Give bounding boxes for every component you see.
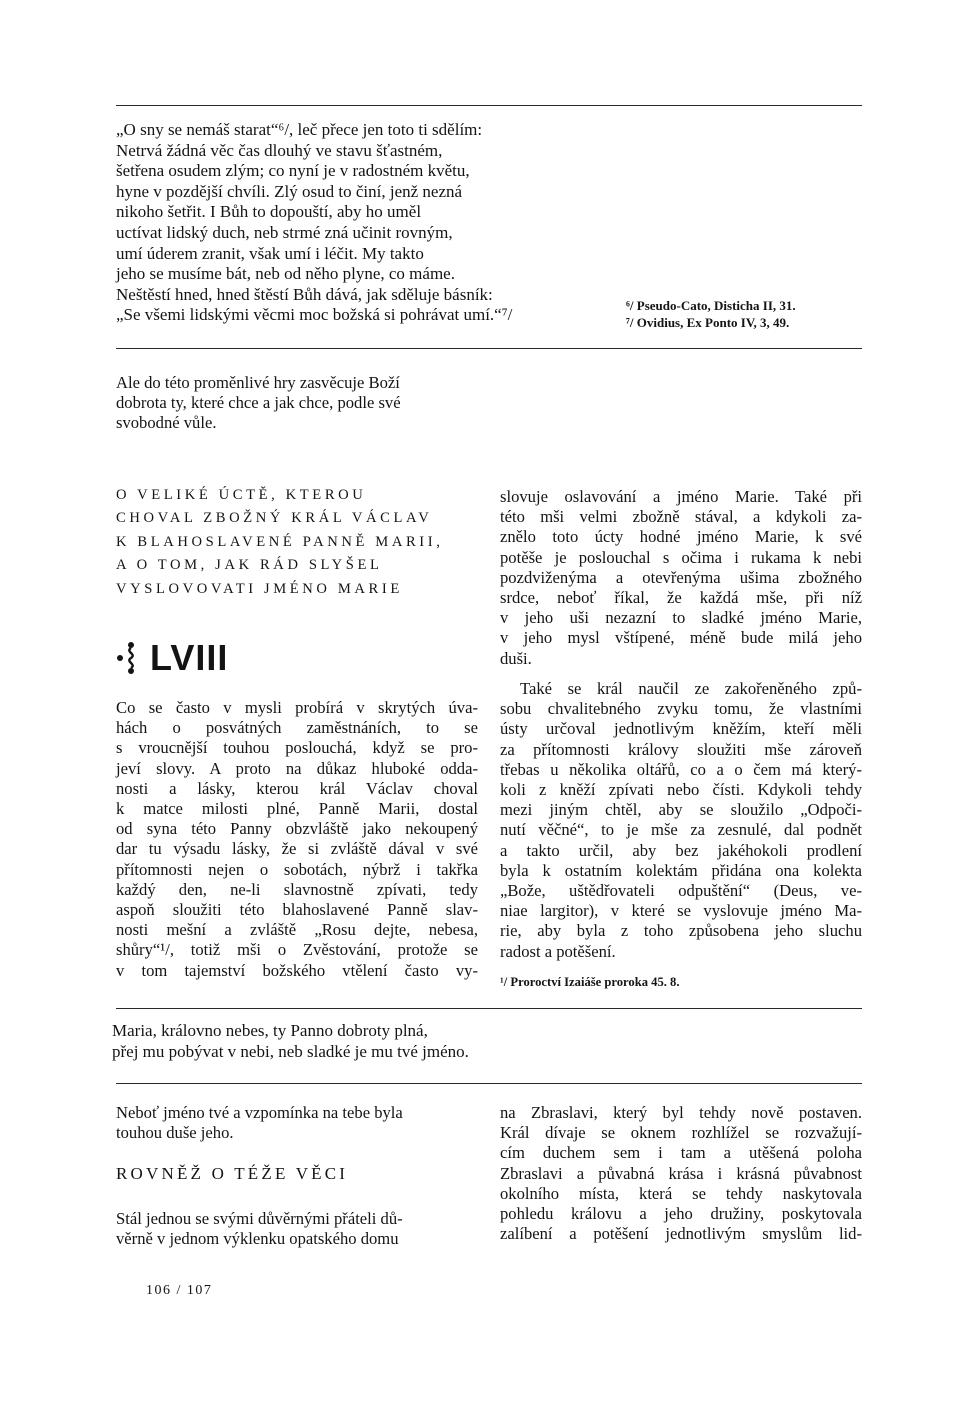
text-line: věrně v jednom výklenku opatského domu bbox=[116, 1229, 399, 1249]
verse-line: „O sny se nemáš starat“⁶/, leč přece jen toto ti sdělím: bbox=[116, 120, 483, 139]
heading-line: VYSLOVOVATI JMÉNO MARIE bbox=[116, 580, 403, 597]
verse-line: umí úderem zranit, však umí i léčit. My takto bbox=[116, 243, 424, 263]
text-line: Zbraslavi a půvabná krása i krásná půvabnost bbox=[500, 1163, 862, 1183]
text-line: jeví slovy. A proto na důkaz hluboké odda- bbox=[116, 758, 478, 778]
text-line: s vroucnější touhou poslouchá, když se pro- bbox=[116, 738, 478, 758]
text-line: mezi jiným chtěl, aby se sloužilo „Odpoči- bbox=[500, 800, 862, 820]
text-line: Stál jednou se svými důvěrnými přáteli dů- bbox=[116, 1209, 403, 1228]
bottom-right-column bbox=[500, 1103, 862, 1244]
footnote-right-column: ¹/ Proroctví Izaiáše proroka 45. 8. bbox=[500, 975, 680, 989]
verse-line: šetřena osudem zlým; co nyní je v radostném květu, bbox=[116, 161, 470, 181]
text-line: hách o posvátných zaměstnáních, to se bbox=[116, 718, 478, 738]
chapter-number: LVIII bbox=[150, 637, 229, 678]
text-line: Neboť jméno tvé a vzpomínka na tebe byla bbox=[116, 1103, 403, 1122]
text-line: slovuje oslavování a jméno Marie. Také při bbox=[500, 487, 862, 506]
verse-line: jeho se musíme bát, neb od něho plyne, co máme. bbox=[116, 264, 455, 284]
right-column-para2 bbox=[500, 679, 862, 962]
text-line: koli z kněží zpívati nebo čísti. Kdykoli tehdy bbox=[500, 780, 862, 800]
section-rule bbox=[116, 1008, 862, 1009]
text-line: nosti mešní a zvláště „Rosu dejte, nebesa, bbox=[116, 920, 478, 940]
text-line: svobodné vůle. bbox=[116, 413, 217, 433]
text-line: okolního místa, která se tehdy naskytovala bbox=[500, 1183, 862, 1203]
text-line: nutí věčné“, to je mše za zesnulé, dal podnět bbox=[500, 820, 862, 840]
text-line: byla k ostatním kolektám přidána ona kolekta bbox=[500, 860, 862, 880]
text-line: Také se král naučil ze zakořeněného způ- bbox=[520, 679, 862, 698]
text-line: v jeho uši nezazní to sladké jméno Marie, bbox=[500, 608, 862, 628]
heading-line: CHOVAL ZBOŽNÝ KRÁL VÁCLAV bbox=[116, 510, 433, 527]
text-line: touhou duše jeho. bbox=[116, 1123, 234, 1143]
top-rule bbox=[116, 105, 862, 106]
verse-mid bbox=[112, 1021, 469, 1062]
text-line: této mši velmi zbožně stával, a kdykoli za- bbox=[500, 507, 862, 527]
left-column bbox=[116, 698, 478, 981]
text-line: pozdviženýma a otevřenýma ušima zbožného bbox=[500, 567, 862, 587]
text-line: k matce milosti plné, Panně Marii, dostal bbox=[116, 799, 478, 819]
bottom-left-para2 bbox=[116, 1209, 403, 1249]
text-line: potěše je poslouchal s očima i rukama k nebi bbox=[500, 547, 862, 567]
verse-line: Neštěstí hned, hned štěstí Bůh dává, jak sděluje básník: bbox=[116, 284, 493, 304]
text-line: radost a potěšení. bbox=[500, 941, 616, 961]
heading-line: O VELIKÉ ÚCTĚ, KTEROU bbox=[116, 487, 367, 503]
text-line: „Bože, uštědřovateli odpuštění“ (Deus, ve- bbox=[500, 881, 862, 901]
section-rule bbox=[116, 1083, 862, 1084]
text-line: ústy určoval jednotlivým kněžím, kteří měli bbox=[500, 719, 862, 739]
ornament-icon bbox=[116, 636, 140, 680]
text-line: rie, aby byla z toho způsobena jeho sluchu bbox=[500, 921, 862, 941]
bottom-left-para1 bbox=[116, 1103, 403, 1143]
text-line: zalíbení a potěšení jednotlivým smyslům lid- bbox=[500, 1224, 862, 1244]
verse-line: hyne v pozdější chvíli. Zlý osud to činí, jenž nezná bbox=[116, 181, 463, 201]
text-line: od syna této Panny obzvláště jako nekoupený bbox=[116, 819, 478, 839]
text-line: přítomnosti nejen o sobotách, nýbrž i takřka bbox=[116, 859, 478, 879]
verse-line: nikoho šetřit. I Bůh to dopouští, aby ho uměl bbox=[116, 202, 422, 222]
verse-line: přej mu pobývat v nebi, neb sladké je mu tvé jméno. bbox=[112, 1041, 469, 1061]
text-line: na Zbraslavi, který byl tehdy nově postaven. bbox=[500, 1103, 862, 1122]
verse-line: Maria, královno nebes, ty Panno dobroty plná, bbox=[112, 1021, 428, 1040]
intro-paragraph bbox=[116, 373, 401, 434]
page-number: 106 / 107 bbox=[146, 1283, 213, 1298]
subheading: ROVNĚŽ O TÉŽE VĚCI bbox=[116, 1164, 349, 1183]
verse-line: Netrvá žádná věc čas dlouhý ve stavu šťastném, bbox=[116, 140, 443, 160]
text-line: každý den, ne-li slavnostně zpívati, tedy bbox=[116, 879, 478, 899]
text-line: niae largitor), v které se vyslovuje jméno Ma- bbox=[500, 901, 862, 921]
text-line: pohledu královu a jeho družiny, poskytovala bbox=[500, 1204, 862, 1224]
text-line: třebas u několika oltářů, co a o čem má který- bbox=[500, 759, 862, 779]
text-line: shůry“¹/, totiž mši o Zvěstování, protože se bbox=[116, 940, 478, 960]
footnote: ⁷/ Ovidius, Ex Ponto IV, 3, 49. bbox=[626, 315, 790, 330]
text-line: nosti a lásky, kterou král Václav choval bbox=[116, 778, 478, 798]
text-line: Král dívaje se oknem rozhlížel se rozvažují- bbox=[500, 1123, 862, 1143]
text-line: znělo toto úcty hodné jméno Marie, k své bbox=[500, 527, 862, 547]
text-line: Co se často v mysli probírá v skrytých úva- bbox=[116, 698, 478, 717]
verse-top bbox=[116, 120, 512, 326]
heading-line: A O TOM, JAK RÁD SLYŠEL bbox=[116, 557, 383, 574]
text-line: cím duchem sem i tam a utěšená poloha bbox=[500, 1143, 862, 1163]
text-line: za přítomnosti královy sloužiti mše zároveň bbox=[500, 739, 862, 759]
verse-line: uctívat lidský duch, neb strmé zná učinit rovným, bbox=[116, 222, 453, 242]
text-line: duši. bbox=[500, 648, 532, 668]
section-rule bbox=[116, 348, 862, 349]
text-line: srdce, neboť říkal, že každá mše, při níž bbox=[500, 588, 862, 608]
verse-line: „Se všemi lidskými věcmi moc božská si pohrávat umí.“⁷/ bbox=[116, 305, 513, 325]
text-line: Ale do této proměnlivé hry zasvěcuje Boží bbox=[116, 373, 400, 392]
text-line: dar tu výsadu lásky, že si zvláště dával v své bbox=[116, 839, 478, 859]
right-column-para1 bbox=[500, 487, 862, 669]
text-line: aspoň sloužiti této blahoslavené Panně slav- bbox=[116, 900, 478, 920]
text-line: v tom tajemství božského vtělení často vy- bbox=[116, 960, 478, 980]
footnote: ⁶/ Pseudo-Cato, Disticha II, 31. bbox=[626, 298, 796, 313]
text-line: sobu chvalitebného zvyku tomu, že vlastními bbox=[500, 699, 862, 719]
footnotes-top bbox=[626, 297, 796, 331]
heading-line: K BLAHOSLAVENÉ PANNĚ MARII, bbox=[116, 533, 444, 550]
chapter-heading bbox=[116, 484, 443, 601]
text-line: v jeho mysl vštípené, méně bude milá jeho bbox=[500, 628, 862, 648]
chapter-number-block bbox=[116, 636, 228, 680]
text-line: a takto určil, aby bez jakéhokoli prodlení bbox=[500, 840, 862, 860]
text-line: dobrota ty, které chce a jak chce, podle své bbox=[116, 393, 401, 413]
